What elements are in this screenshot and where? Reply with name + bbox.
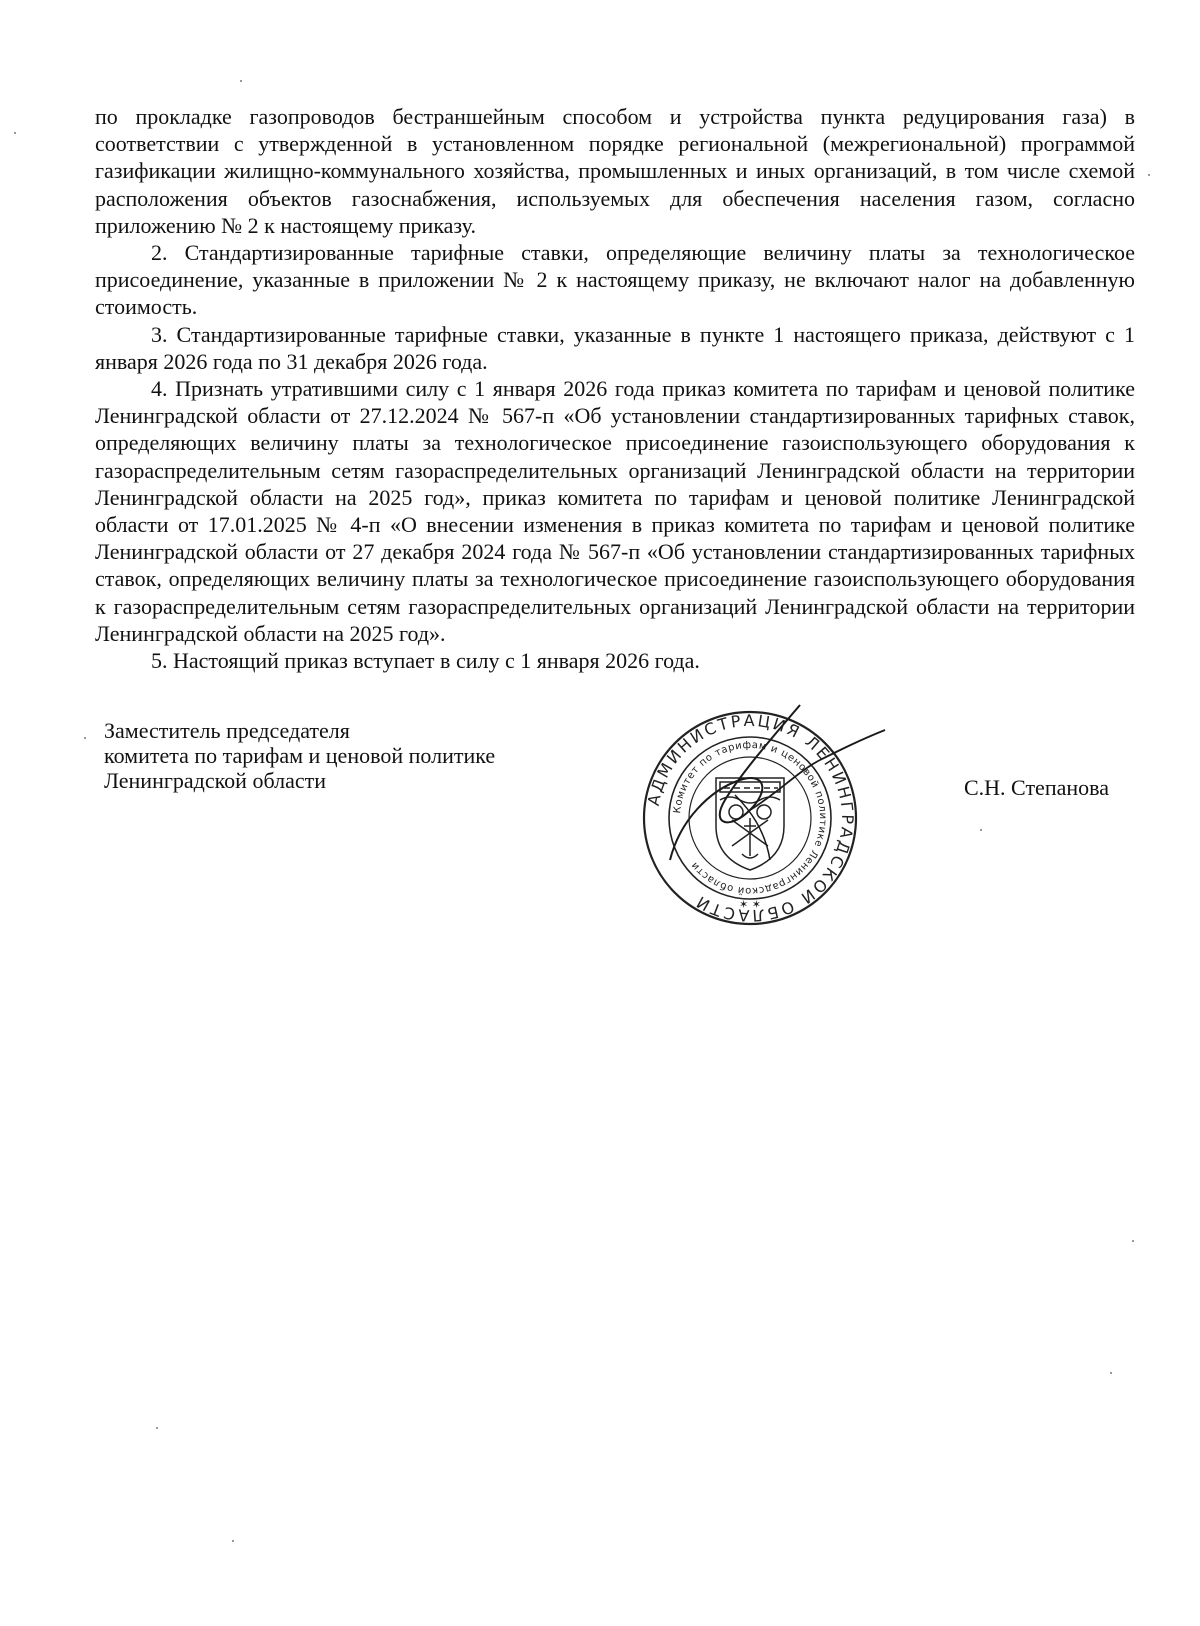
- official-seal: [640, 708, 860, 928]
- svg-text:АДМИНИСТРАЦИЯ ЛЕНИНГРАДСКОЙ ОБ: АДМИНИСТРАЦИЯ ЛЕНИНГРАДСКОЙ ОБЛАСТИ: [643, 710, 858, 926]
- svg-text:✶ ✶: ✶ ✶: [739, 898, 761, 911]
- paragraph-continuation: по прокладке газопроводов бестраншейным способом и устройства пункта редуцирования газа) в соответствии с утвержденной в установленном порядке региональной (межрегиональной) программой газификации жилищно-коммунального хозяйства, промышленных и иных организаций, в том числе схемой расположения объектов газоснабжения, используемых для обеспечения населения газом, согласно приложению № 2 к настоящему приказу.: [95, 104, 1135, 238]
- signatory-position: [104, 718, 495, 793]
- scan-speck: [1110, 1372, 1112, 1374]
- paragraph-item-3: 3. Стандартизированные тарифные ставки, указанные в пункте 1 настоящего приказа, действуют с 1 января 2026 года по 31 декабря 2026 года.: [95, 321, 1135, 374]
- svg-text:Комитет по тарифам и ценовой п: Комитет по тарифам и ценовой политике Ленинградской области: [672, 739, 829, 897]
- scan-speck: [240, 80, 242, 82]
- signatory-name: С.Н. Степанова: [964, 775, 1109, 800]
- paragraph-item-4: 4. Признать утратившими силу с 1 января 2026 года приказ комитета по тарифам и ценовой политике Ленинградской области от 27.12.2024 № 567-п «Об установлении стандартизированных тарифных ставок, определяющих величину платы за технологическое присоединение газоиспользующего оборудования к газораспределительным сетям газораспределительных организаций Ленинградской области на территории Ленинградской области на 2025 год», приказ комитета по тарифам и ценовой политике Ленинградской области от 17.01.2025 № 4-п «О внесении изменения в приказ комитета по тарифам и ценовой политике Ленинградской области от 27 декабря 2024 года № 567-п «Об установлении стандартизированных тарифных ставок, определяющих величину платы за технологическое присоединение газоиспользующего оборудования к газораспределительным сетям газораспределительных организаций Ленинградской области на территории Ленинградской области на 2025 год».: [95, 376, 1135, 646]
- paragraph-item-5: 5. Настоящий приказ вступает в силу с 1 января 2026 года.: [151, 648, 700, 674]
- signatory-position-line: Заместитель председателя: [104, 718, 350, 743]
- signatory-position-line: Ленинградской области: [104, 768, 326, 793]
- paragraph-item-2: 2. Стандартизированные тарифные ставки, определяющие величину платы за технологическое присоединение, указанные в приложении № 2 к настоящему приказу, не включают налог на добавленную стоимость.: [95, 240, 1135, 320]
- scan-speck: [980, 829, 982, 831]
- signatory-position-line: комитета по тарифам и ценовой политике: [104, 743, 496, 768]
- scan-speck: [1132, 1240, 1134, 1242]
- scan-speck: [1148, 174, 1150, 176]
- scan-speck: [156, 1427, 158, 1429]
- scan-speck: [14, 132, 16, 134]
- scan-speck: [84, 737, 86, 739]
- scan-speck: [232, 1540, 234, 1542]
- document-body: [95, 103, 1135, 674]
- coat-of-arms-icon: [716, 778, 784, 870]
